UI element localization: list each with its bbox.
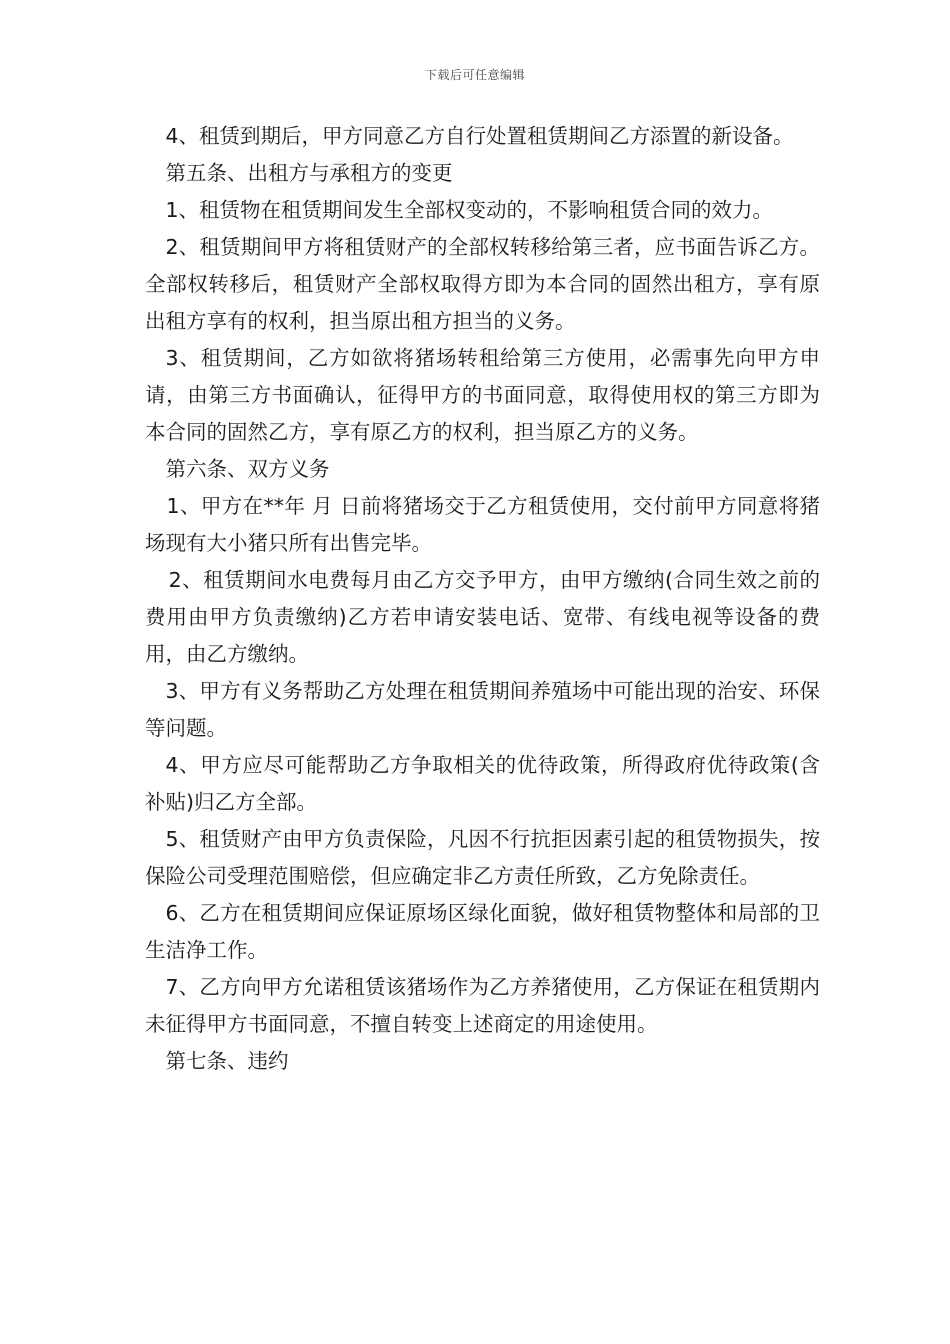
article-6-item-6: 6、乙方在租赁期间应保证原场区绿化面貌，做好租赁物整体和局部的卫生洁净工作。: [145, 901, 820, 962]
article-6-item-2: 2、租赁期间水电费每月由乙方交予甲方，由甲方缴纳(合同生效之前的费用由甲方负责缴纳)乙方若申请安装电话、宽带、有线电视等设备的费用，由乙方缴纳。: [145, 568, 820, 666]
article-5-item-3: 3、租赁期间，乙方如欲将猪场转租给第三方使用，必需事先向甲方申请，由第三方书面确认，征得甲方的书面同意，取得使用权的第三方即为本合同的固然乙方，享有原乙方的权利，担当原乙方的义务。: [145, 346, 820, 444]
article-6-item-4: 4、甲方应尽可能帮助乙方争取相关的优待政策，所得政府优待政策(含补贴)归乙方全部。: [145, 753, 820, 814]
article-7-heading: 第七条、违约: [165, 1049, 289, 1073]
article-6-item-1: 1、甲方在**年 月 日前将猪场交于乙方租赁使用，交付前甲方同意将猪场现有大小猪只所有出售完毕。: [145, 494, 820, 555]
article-6-item-5: 5、租赁财产由甲方负责保险，凡因不行抗拒因素引起的租赁物损失，按保险公司受理范围赔偿，但应确定非乙方责任所致，乙方免除责任。: [145, 827, 820, 888]
article-6-heading: 第六条、双方义务: [165, 457, 330, 481]
clause-5-item-4: 4、租赁到期后，甲方同意乙方自行处置租赁期间乙方添置的新设备。: [165, 124, 794, 148]
header-note: 下载后可任意编辑: [424, 68, 525, 82]
article-5-heading: 第五条、出租方与承租方的变更: [165, 161, 453, 185]
article-5-item-1: 1、租赁物在租赁期间发生全部权变动的，不影响租赁合同的效力。: [165, 198, 774, 222]
article-6-item-7: 7、乙方向甲方允诺租赁该猪场作为乙方养猪使用，乙方保证在租赁期内未征得甲方书面同意，不擅自转变上述商定的用途使用。: [145, 975, 820, 1036]
document-body: [145, 118, 820, 1080]
article-6-item-3: 3、甲方有义务帮助乙方处理在租赁期间养殖场中可能出现的治安、环保等问题。: [145, 679, 820, 740]
article-5-item-2: 2、租赁期间甲方将租赁财产的全部权转移给第三者，应书面告诉乙方。全部权转移后，租赁财产全部权取得方即为本合同的固然出租方，享有原出租方享有的权利，担当原出租方担当的义务。: [145, 235, 820, 333]
